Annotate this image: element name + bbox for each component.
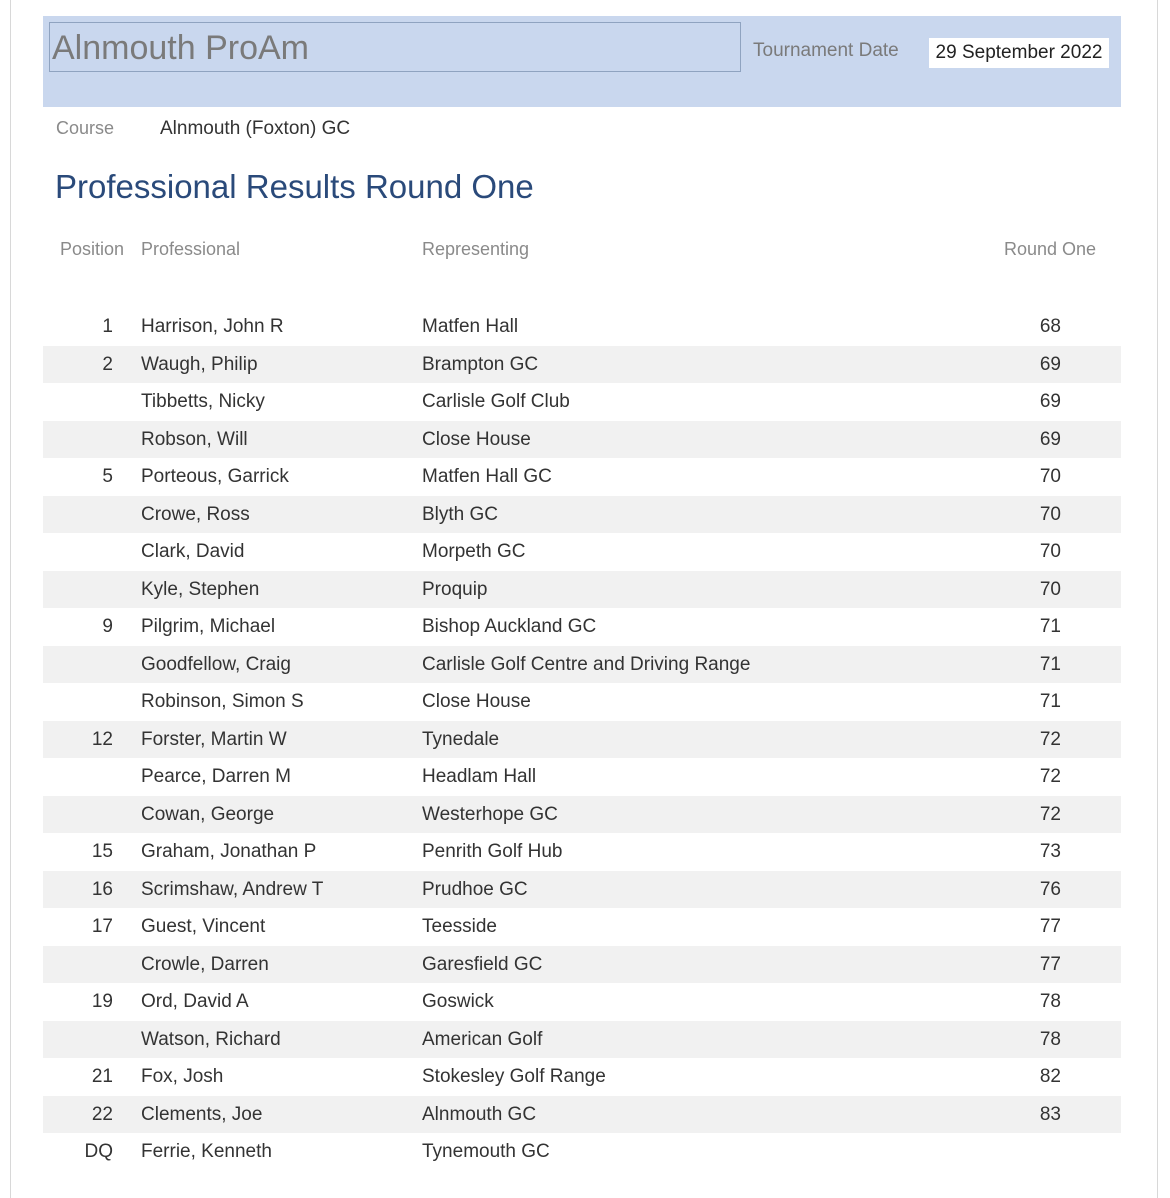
table-row [43,908,1121,946]
report-header [43,16,1121,107]
table-row [43,571,1121,609]
cell-professional: Kyle, Stephen [141,578,260,600]
table-row [43,983,1121,1021]
tournament-date-label: Tournament Date [753,40,899,61]
course-label: Course [56,118,115,138]
table-row [43,1021,1121,1059]
cell-round-one: 68 [1039,316,1061,337]
column-header-position: Position [60,239,125,259]
table-row [43,721,1121,759]
cell-professional: Tibbetts, Nicky [141,391,265,412]
page-border-right [1157,0,1158,1198]
cell-round-one: 70 [1039,578,1061,600]
column-header-representing: Representing [422,239,530,259]
cell-round-one: 76 [1039,878,1061,900]
cell-round-one: 72 [1039,728,1061,750]
cell-professional: Pilgrim, Michael [141,616,276,637]
cell-professional: Cowan, George [141,803,275,825]
cell-round-one: 78 [1039,991,1061,1012]
column-header-round-one: Round One [1004,239,1097,259]
cell-representing: American Golf [422,1028,543,1050]
table-row [43,1133,1121,1171]
cell-representing: Carlisle Golf Club [422,391,570,412]
cell-round-one: 69 [1039,353,1061,375]
cell-representing: Close House [422,428,531,450]
cell-representing: Carlisle Golf Centre and Driving Range [422,653,751,675]
cell-position: 1 [102,316,113,337]
cell-representing: Teesside [422,916,497,937]
table-row [43,946,1121,984]
cell-round-one: 69 [1039,428,1061,450]
cell-professional: Harrison, John R [141,316,284,337]
column-header-professional: Professional [141,239,241,259]
cell-representing: Penrith Golf Hub [422,841,563,862]
cell-round-one: 70 [1039,541,1061,562]
table-row [43,796,1121,834]
section-title: Professional Results Round One [55,168,534,205]
cell-professional: Crowe, Ross [141,503,250,525]
cell-representing: Morpeth GC [422,541,526,562]
cell-professional: Pearce, Darren M [141,766,291,787]
cell-professional: Clements, Joe [141,1103,263,1125]
cell-round-one: 71 [1039,616,1061,637]
cell-position: 19 [91,991,113,1012]
table-row [43,833,1121,871]
report-title[interactable]: Alnmouth ProAm [49,22,741,72]
table-row [43,496,1121,534]
table-row [43,646,1121,684]
cell-representing: Tynedale [422,728,500,750]
cell-representing: Alnmouth GC [422,1103,537,1125]
course-value: Alnmouth (Foxton) GC [160,118,351,139]
cell-professional: Scrimshaw, Andrew T [141,878,324,900]
cell-representing: Proquip [422,578,488,600]
cell-position: 12 [91,728,113,750]
cell-professional: Watson, Richard [141,1028,281,1050]
cell-professional: Forster, Martin W [141,728,287,750]
page-border-left [10,0,11,1198]
cell-professional: Crowle, Darren [141,953,269,975]
table-row [43,458,1121,496]
table-row [43,1058,1121,1096]
cell-position: 17 [91,916,113,937]
cell-professional: Robinson, Simon S [141,691,304,712]
tournament-date-value[interactable]: 29 September 2022 [929,38,1109,68]
table-row [43,608,1121,646]
cell-professional: Ord, David A [141,991,249,1012]
cell-position: 16 [91,878,113,900]
table-row [43,683,1121,721]
cell-professional: Guest, Vincent [141,916,266,937]
table-row [43,758,1121,796]
cell-representing: Stokesley Golf Range [422,1066,606,1087]
table-row [43,308,1121,346]
cell-representing: Brampton GC [422,353,539,375]
cell-round-one: 82 [1039,1066,1061,1087]
cell-round-one: 72 [1039,766,1061,787]
table-row [43,533,1121,571]
cell-position: 15 [91,841,113,862]
cell-position: 21 [91,1066,113,1087]
cell-professional: Goodfellow, Craig [141,653,291,675]
cell-representing: Blyth GC [422,503,499,525]
cell-round-one: 70 [1039,466,1061,487]
table-row [43,383,1121,421]
cell-representing: Matfen Hall [422,316,519,337]
cell-professional: Robson, Will [141,428,248,450]
cell-professional: Graham, Jonathan P [141,841,317,862]
cell-representing: Prudhoe GC [422,878,528,900]
table-row [43,1096,1121,1134]
cell-representing: Garesfield GC [422,953,543,975]
cell-professional: Ferrie, Kenneth [141,1141,272,1162]
cell-position: 9 [102,616,113,637]
cell-position: 22 [91,1103,113,1125]
cell-representing: Matfen Hall GC [422,466,552,487]
table-row [43,421,1121,459]
cell-round-one: 70 [1039,503,1061,525]
cell-representing: Headlam Hall [422,766,537,787]
cell-professional: Waugh, Philip [141,353,258,375]
cell-round-one: 77 [1039,916,1061,937]
cell-round-one: 71 [1039,653,1061,675]
table-row [43,346,1121,384]
cell-round-one: 73 [1039,841,1061,862]
table-row [43,871,1121,909]
cell-round-one: 77 [1039,953,1061,975]
cell-position: DQ [84,1141,113,1162]
cell-professional: Clark, David [141,541,245,562]
cell-representing: Close House [422,691,531,712]
cell-position: 5 [102,466,113,487]
cell-round-one: 72 [1039,803,1061,825]
cell-professional: Fox, Josh [141,1066,224,1087]
cell-representing: Tynemouth GC [422,1141,550,1162]
cell-position: 2 [102,353,113,375]
cell-round-one: 83 [1039,1103,1061,1125]
cell-round-one: 69 [1039,391,1061,412]
cell-representing: Goswick [422,991,494,1012]
cell-round-one: 71 [1039,691,1061,712]
cell-round-one: 78 [1039,1028,1061,1050]
results-table [43,308,1121,1171]
cell-representing: Bishop Auckland GC [422,616,597,637]
cell-representing: Westerhope GC [422,803,558,825]
cell-professional: Porteous, Garrick [141,466,289,487]
